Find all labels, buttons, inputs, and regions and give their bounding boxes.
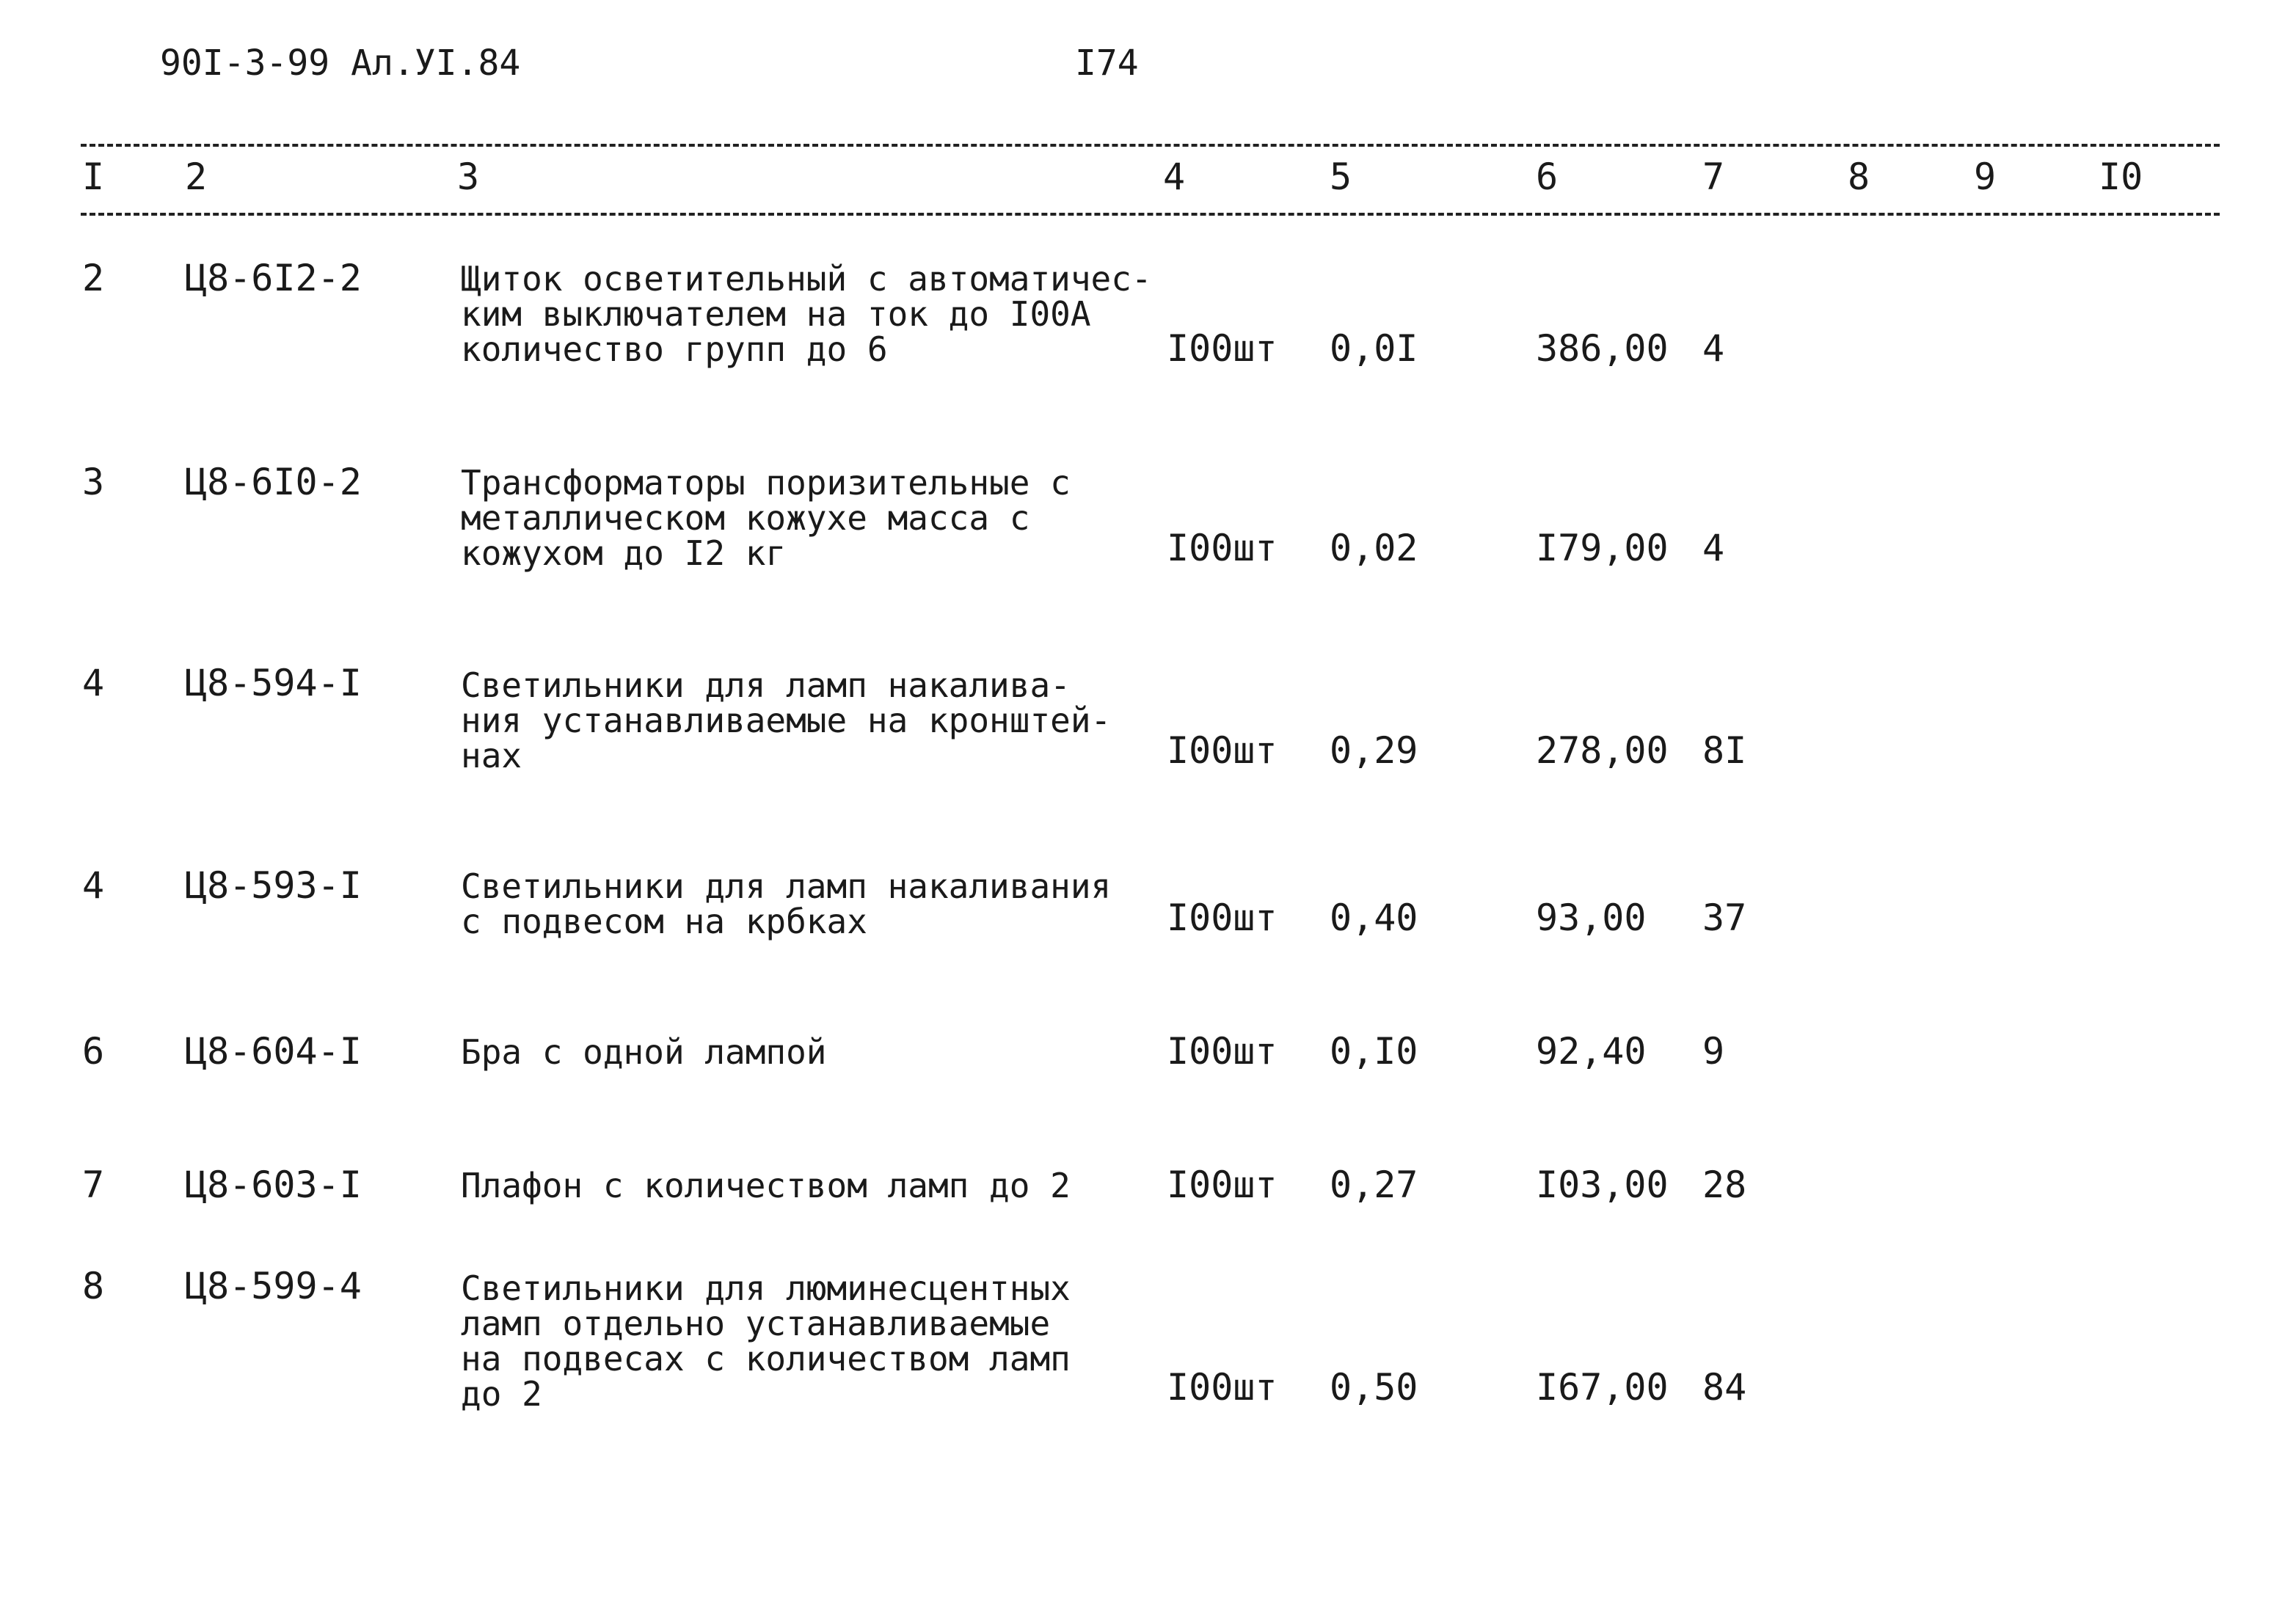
column-header-7: 7 [1702,156,1725,198]
unit-price: I79,00 [1536,527,1669,569]
work-description: Щиток осветительный с автоматичес- ким выключателем на ток до I00A количество групп до 6 [461,259,1152,369]
rate-code: Ц8-599-4 [185,1265,362,1307]
rate-code: Ц8-603-I [185,1164,362,1206]
row-number: 3 [82,461,105,503]
column-header-3: 3 [457,156,480,198]
table-header-rule [81,213,2220,216]
unit-price: 278,00 [1536,729,1669,772]
row-number: 4 [82,662,105,704]
row-number: 6 [82,1030,105,1073]
table-top-rule [81,144,2220,147]
unit-of-measure: I00шт [1167,1164,1278,1206]
work-description: Плафон с количеством ламп до 2 [461,1166,1071,1205]
unit-of-measure: I00шт [1167,1366,1278,1409]
work-description: Трансформаторы поризительные с металлическом кожухе масса с кожухом до I2 кг [461,463,1071,573]
quantity: 0,29 [1330,729,1418,772]
row-number: 7 [82,1164,105,1206]
rate-code: Ц8-593-I [185,864,362,907]
row-number: 2 [82,257,105,299]
row-number: 8 [82,1265,105,1307]
unit-price: 92,40 [1536,1030,1647,1073]
quantity: 0,50 [1330,1366,1418,1409]
work-description: Бра с одной лампой [461,1032,827,1072]
unit-price: 386,00 [1536,327,1669,370]
unit-of-measure: I00шт [1167,729,1278,772]
column-header-1: I [82,156,105,198]
quantity: 0,02 [1330,527,1418,569]
work-description: Светильники для ламп накалива- ния устанавливаемые на кронштей- нах [461,665,1112,775]
page-number: I74 [1075,43,1139,84]
rate-code: Ц8-594-I [185,662,362,704]
quantity: 0,40 [1330,897,1418,939]
work-description: Светильники для люминесцентных ламп отдельно устанавливаемые на подвесах с количеством ламп до 2 [461,1268,1071,1414]
unit-of-measure: I00шт [1167,527,1278,569]
column-header-5: 5 [1330,156,1352,198]
document-code: 90I-3-99 Ал.УI.84 [160,43,521,84]
quantity: 0,I0 [1330,1030,1418,1073]
column-7-value: 84 [1702,1366,1747,1409]
work-description: Светильники для ламп накаливания с подвесом на крбках [461,866,1112,941]
rate-code: Ц8-6I2-2 [185,257,362,299]
column-7-value: 8I [1702,729,1747,772]
column-header-4: 4 [1163,156,1186,198]
unit-of-measure: I00шт [1167,1030,1278,1073]
rate-code: Ц8-6I0-2 [185,461,362,503]
column-7-value: 9 [1702,1030,1725,1073]
column-7-value: 4 [1702,327,1725,370]
column-7-value: 28 [1702,1164,1747,1206]
column-header-6: 6 [1536,156,1559,198]
unit-of-measure: I00шт [1167,897,1278,939]
unit-price: I67,00 [1536,1366,1669,1409]
column-header-10: I0 [2099,156,2143,198]
unit-price: I03,00 [1536,1164,1669,1206]
column-7-value: 4 [1702,527,1725,569]
unit-of-measure: I00шт [1167,327,1278,370]
unit-price: 93,00 [1536,897,1647,939]
row-number: 4 [82,864,105,907]
column-header-9: 9 [1974,156,1997,198]
column-7-value: 37 [1702,897,1747,939]
column-header-2: 2 [185,156,208,198]
column-header-8: 8 [1848,156,1870,198]
quantity: 0,27 [1330,1164,1418,1206]
quantity: 0,0I [1330,327,1418,370]
rate-code: Ц8-604-I [185,1030,362,1073]
